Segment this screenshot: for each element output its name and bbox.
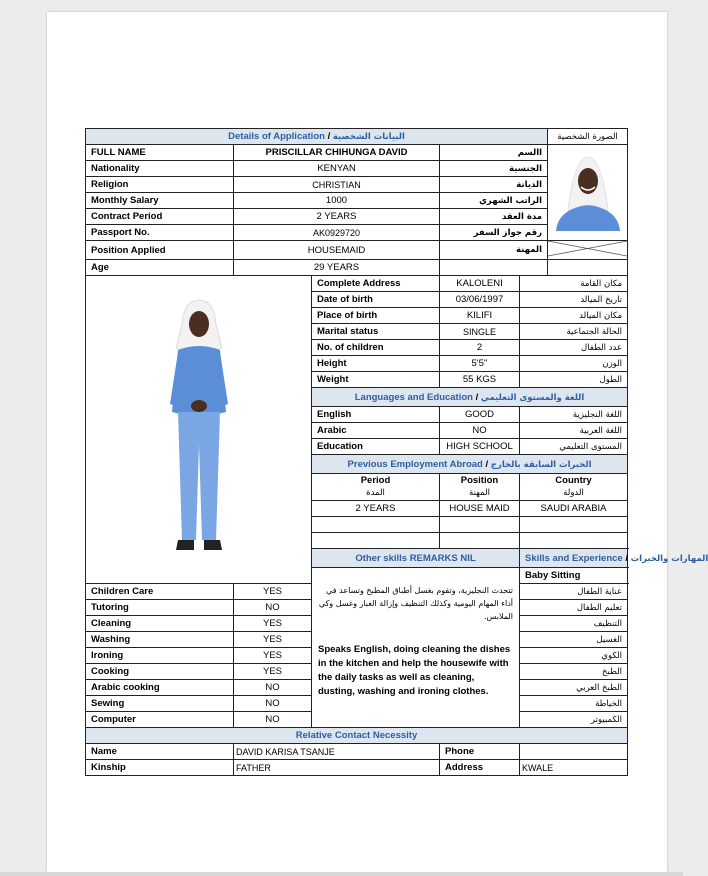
contact-header: Relative Contact Necessity [86, 728, 628, 744]
photo-label: الصورة الشخصية [548, 129, 628, 145]
employment-columns: Period المدة Position المهنة Country الدولة [86, 474, 628, 501]
remarks-text: تتحدث النجليزية، وتقوم بغسل أطباق المطبخ وتساعد في أداء المهام اليومية وكذلك التنظيف وإزالة الغبار وغسل وكي الملابس. Speaks English, doing cleaning the dishes in the kitchen and help the housewife with the daily tasks as well as cleaning, dusting, washing and ironing clothes. [312, 568, 520, 728]
skills-header: Skills and Experience / المهارات والخبرات [520, 549, 628, 568]
table-row: Contract Period 2 YEARS مدة العقد [86, 209, 628, 225]
languages-header: Languages and Education / اللغة والمستوى التعليمي [312, 388, 628, 407]
table-row: Passport No. AK0929720 رقم جواز السفر [86, 225, 628, 241]
crossed-cell [548, 241, 628, 260]
table-row: No. of children 2 عدد الطفال [86, 340, 628, 356]
table-row: Children Care YES عناية الطفال [86, 584, 628, 600]
table-row: Arabic NO اللغة العربية [86, 423, 628, 439]
application-form [85, 128, 708, 776]
table-row: Place of birth KILIFI مكان الميالد [86, 308, 628, 324]
table-row: Washing YES الغسيل [86, 632, 628, 648]
full-body-photo [86, 276, 312, 584]
table-row: 2 YEARS HOUSE MAID SAUDI ARABIA [86, 501, 628, 517]
table-row: Age 29 YEARS [86, 260, 628, 276]
table-row: Name DAVID KARISA TSANJE Phone [86, 744, 628, 760]
table-row: Complete Address KALOLENI مكان القامة [86, 276, 628, 292]
table-row: Cooking YES الطبخ [86, 664, 628, 680]
employment-header: Previous Employment Abroad / الخبرات السابقة بالخارج [312, 455, 628, 474]
table-row: Arabic cooking NO الطبخ العربي [86, 680, 628, 696]
table-row: تتحدث النجليزية، وتقوم بغسل أطباق المطبخ وتساعد في أداء المهام اليومية وكذلك التنظيف وإزالة الغبار وغسل وكي الملابس. Speaks English, doing cleaning the dishes in the kitchen and help the housewife with the daily tasks as well as cleaning, dusting, washing and ironing clothes. Baby Sitting [86, 568, 628, 584]
table-row: Monthly Salary 1000 الراتب الشهري [86, 193, 628, 209]
application-details-header: Details of Application / البيانات الشخصية [86, 129, 548, 145]
bottom-bar [0, 872, 683, 876]
table-row: Position Applied HOUSEMAID المهنة [86, 241, 628, 260]
table-row: Religion CHRISTIAN الديانة [86, 177, 628, 193]
full-body-image [134, 294, 264, 562]
table-row: Kinship FATHER Address KWALE [86, 760, 628, 776]
passport-photo [548, 145, 628, 241]
table-row: Weight 55 KGS الطول [86, 372, 628, 388]
table-row: Cleaning YES التنظيف [86, 616, 628, 632]
table-row: Height 5'5'' الوزن [86, 356, 628, 372]
table-row: Tutoring NO تعليم الطفال [86, 600, 628, 616]
table-row: English GOOD اللغة النجليزية [86, 407, 628, 423]
other-skills-header: Other skills REMARKS NIL [312, 549, 520, 568]
table-row: Education HIGH SCHOOL المستوى التعليمي [86, 439, 628, 455]
table-row: FULL NAME PRISCILLAR CHIHUNGA DAVID االسم [86, 145, 628, 161]
table-row: Ironing YES الكوي [86, 648, 628, 664]
table-row: Marital status SINGLE الحالة الجتماعية [86, 324, 628, 340]
table-row: Date of birth 03/06/1997 تاريخ الميالد [86, 292, 628, 308]
table-row: Sewing NO الخياطة [86, 696, 628, 712]
table-row: Computer NO الكمبيوتر [86, 712, 628, 728]
portrait-image [550, 151, 626, 231]
table-row: Nationality KENYAN الجنسية [86, 161, 628, 177]
